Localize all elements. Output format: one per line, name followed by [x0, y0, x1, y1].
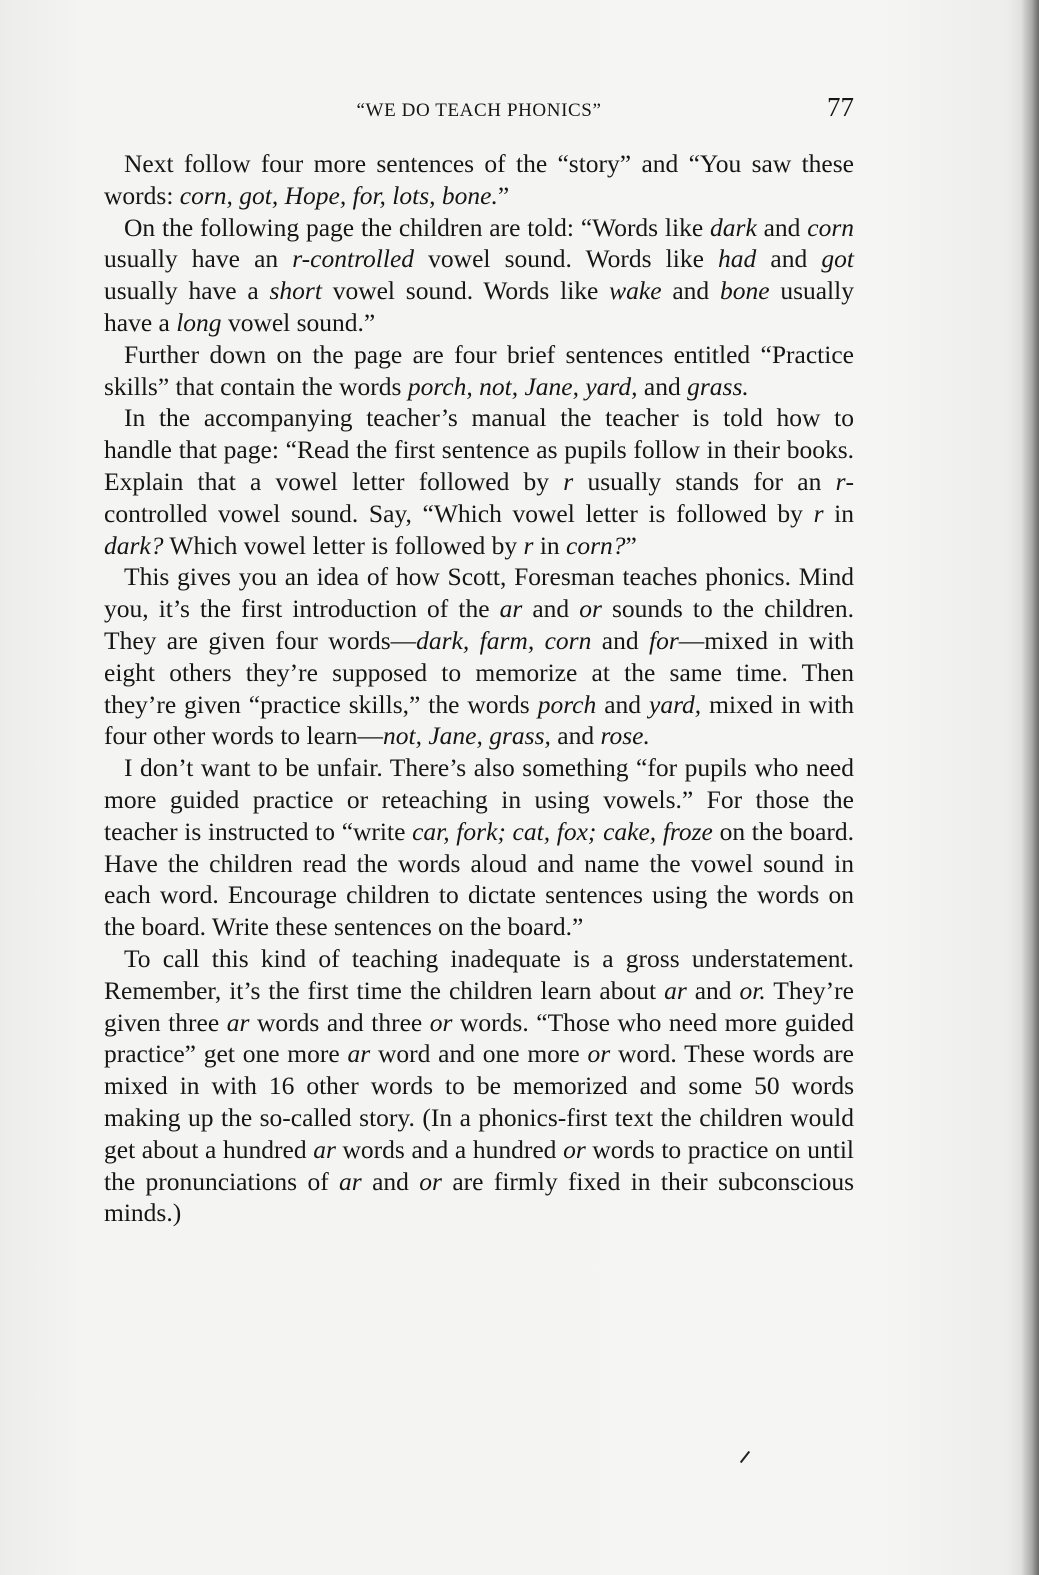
- paragraph: [104, 943, 854, 1229]
- italic-text-run: r: [523, 530, 534, 560]
- text-run: word. These words are mixed in with 16 other words to be memorized and some 50 words making up the so-called story. (In a phonics-first text the children would get about a hundred: [104, 1039, 854, 1164]
- running-head: “WE DO TEACH PHONICS”: [356, 100, 602, 121]
- italic-text-run: short: [269, 276, 322, 306]
- paragraph: [104, 402, 854, 561]
- text-run: usually stands for an: [573, 466, 836, 496]
- page-number: 77: [827, 92, 854, 122]
- text-run: and: [756, 212, 808, 242]
- italic-text-run: r: [813, 498, 824, 528]
- italic-text-run: corn?: [566, 530, 626, 560]
- page-header: [104, 92, 854, 136]
- text-run: word and one more: [370, 1039, 588, 1069]
- italic-text-run: or: [587, 1039, 611, 1069]
- text-run: are firmly fixed in their subconscious minds.): [104, 1166, 854, 1228]
- text-run: Further down on the page are four brief sentences entitled “Practice skills” that contain the words: [104, 339, 854, 401]
- text-run: words and three: [249, 1007, 430, 1037]
- text-run: In the accompanying teacher’s manual the teacher is told how to handle that page: “Read the first sentence as pupils follow in their books. Explain that a vowel letter followed by: [104, 403, 854, 496]
- text-run: usually have a: [104, 276, 270, 306]
- text-run: sounds to the children. They are given four words—: [104, 594, 854, 655]
- text-run: usually have a: [104, 276, 854, 337]
- paragraph: [104, 339, 854, 403]
- italic-text-run: got: [821, 244, 854, 274]
- text-run: and: [522, 594, 580, 624]
- italic-text-run: had: [718, 244, 757, 274]
- text-run: mixed in with four other words to learn—: [104, 689, 854, 751]
- text-run: in: [823, 498, 854, 528]
- italic-text-run: for: [649, 625, 679, 655]
- italic-text-run: dark: [710, 212, 757, 242]
- italic-text-run: long: [176, 307, 222, 337]
- text-run: and: [686, 975, 740, 1005]
- italic-text-run: r: [563, 466, 574, 496]
- text-run: and: [550, 721, 601, 751]
- italic-text-run: not, Jane, grass,: [383, 721, 551, 751]
- italic-text-run: dark, farm, corn: [416, 625, 592, 655]
- italic-text-run: wake: [609, 276, 662, 306]
- text-run: They’re given three: [104, 975, 854, 1037]
- text-run: and: [596, 689, 650, 719]
- italic-text-run: grass.: [687, 371, 749, 401]
- italic-text-run: rose.: [600, 721, 650, 751]
- text-run: vowel sound.”: [221, 307, 376, 337]
- text-run: I don’t want to be unfair. There’s also something “for pupils who need more guided practice or reteaching in using vowels.” For those the teacher is instructed to “write: [104, 753, 854, 846]
- paragraph: [104, 148, 854, 212]
- text-run: ”: [497, 180, 510, 210]
- italic-text-run: or: [579, 594, 602, 624]
- italic-text-run: bone: [719, 276, 770, 306]
- text-run: usually have an: [104, 244, 293, 274]
- text-run: This gives you an idea of how Scott, Foresman teaches phonics. Mind you, it’s the first introduction of the: [104, 562, 854, 624]
- text-run: -controlled vowel sound. Say, “Which vowel letter is followed by: [104, 466, 855, 528]
- italic-text-run: porch, not, Jane, yard,: [407, 371, 638, 401]
- text-run: ”: [625, 530, 637, 560]
- italic-text-run: or: [429, 1007, 453, 1037]
- italic-text-run: ar: [347, 1039, 371, 1069]
- text-run: words. “Those who need more guided practice” get one more: [104, 1007, 854, 1069]
- text-run: and: [591, 625, 649, 655]
- italic-text-run: dark?: [104, 530, 164, 560]
- text-run: words and a hundred: [335, 1134, 564, 1164]
- italic-text-run: r: [835, 466, 846, 496]
- text-run: To call this kind of teaching inadequate is a gross understatement. Remember, it’s the first time the children learn about: [104, 943, 854, 1005]
- text-run: and: [661, 276, 720, 306]
- italic-text-run: corn: [807, 212, 854, 242]
- text-run: —mixed in with eight others they’re supposed to memorize at the same time. Then they’re given “practice skills,” the words: [104, 625, 854, 719]
- italic-text-run: corn, got, Hope, for, lots, bone.: [179, 180, 498, 210]
- paragraph: [104, 212, 854, 339]
- page-edge-shadow: [1021, 0, 1039, 1575]
- text-run: in: [533, 530, 567, 560]
- text-run: vowel sound. Words like: [414, 244, 719, 274]
- italic-text-run: porch: [537, 689, 597, 719]
- pencil-mark: [740, 1451, 750, 1463]
- italic-text-run: or: [563, 1134, 586, 1164]
- italic-text-run: ar: [664, 975, 687, 1005]
- italic-text-run: ar: [339, 1166, 362, 1196]
- italic-text-run: ar: [499, 594, 523, 624]
- italic-text-run: car, fork; cat, fox; cake, froze: [412, 816, 713, 846]
- paragraph: [104, 561, 854, 752]
- paragraph: [104, 752, 854, 943]
- italic-text-run: or.: [739, 975, 766, 1005]
- text-run: on the board. Have the children read the words aloud and name the vowel sound in each word. Encourage children to dictate sentences using the words on the board. Write these sentences on the board.”: [104, 816, 855, 942]
- text-run: Which vowel letter is followed by: [163, 530, 524, 560]
- body-text: [104, 148, 854, 1229]
- text-run: Next follow four more sentences of the “story” and “You saw these words:: [104, 149, 854, 210]
- text-run: words to practice on until the pronunciations of: [104, 1134, 854, 1196]
- italic-text-run: r-controlled: [292, 244, 415, 274]
- text-run: vowel sound. Words like: [321, 276, 610, 306]
- text-run: and: [637, 371, 688, 401]
- italic-text-run: or: [419, 1166, 442, 1196]
- italic-text-run: yard,: [649, 689, 702, 719]
- italic-text-run: ar: [226, 1007, 250, 1037]
- italic-text-run: ar: [313, 1134, 336, 1164]
- text-run: and: [756, 244, 822, 274]
- text-run: On the following page the children are told: “Words like: [124, 212, 711, 242]
- text-run: and: [361, 1166, 420, 1196]
